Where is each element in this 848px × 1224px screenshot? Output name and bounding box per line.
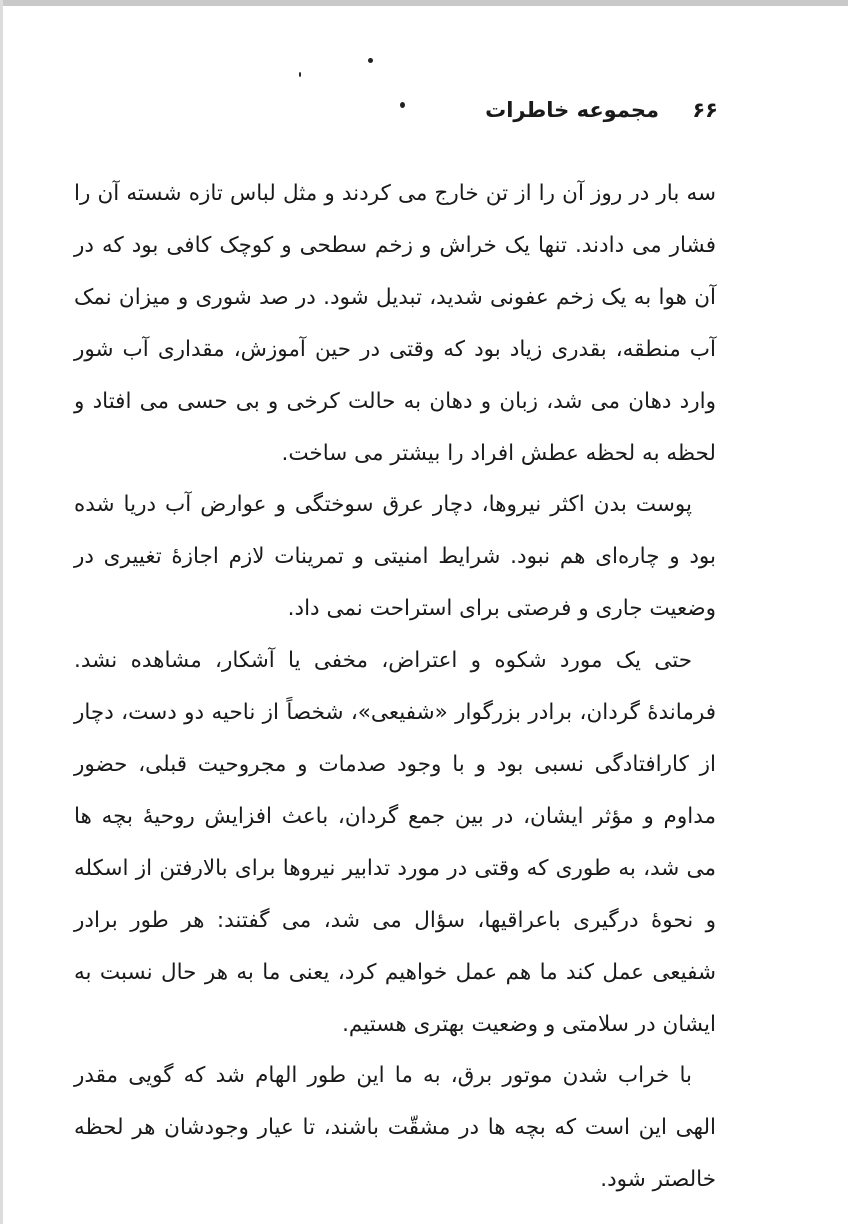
scan-border-left	[0, 0, 3, 1224]
running-title: مجموعه خاطرات	[485, 98, 660, 122]
scan-speck	[400, 102, 405, 108]
scan-speck	[368, 58, 373, 63]
paragraph: حتی یک مورد شکوه و اعتراض، مخفی یا آشکار، مشاهده نشد. فرماندهٔ گردان، برادر بزرگوار «شفیعی»، شخصاً از ناحیه دو دست، دچار از کارافتادگی نسبی بود و با وجود صدمات و مجروحیت قبلی، حضور مداوم و مؤثر ایشان، در بین جمع گردان، باعث افزایش روحیهٔ بچه ها می شد، به طوری که وقتی در مورد تدابیر نیروها برای بالارفتن از اسکله و نحوهٔ درگیری باعراقیها، سؤال می شد، می گفتند: هر طور برادر شفیعی عمل کند ما هم عمل خواهیم کرد، یعنی ما به هر حال نسبت به ایشان در سلامتی و وضعیت بهتری هستیم.	[74, 648, 716, 1037]
paragraph: سه بار در روز آن را از تن خارج می کردند و مثل لباس تازه شسته آن را فشار می دادند. تنها یک خراش و زخم سطحی و کوچک کافی بود که در آن هوا به یک زخم عفونی شدید، تبدیل شود. در صد شوری و میزان نمک آب منطقه، بقدری زیاد بود که وقتی در حین آموزش، مقداری آب شور وارد دهان می شد، زبان و دهان به حالت کرخی و بی حسی می افتاد و لحظه به لحظه عطش افراد را بیشتر می ساخت.	[74, 181, 716, 466]
scan-border-top	[0, 0, 848, 6]
paragraph: پوست بدن اکثر نیروها، دچار عرق سوختگی و عوارض آب دریا شده بود و چاره‌ای هم نبود. شرایط امنیتی و تمرینات لازم اجازهٔ تغییری در وضعیت جاری و فرصتی برای استراحت نمی داد.	[74, 492, 716, 622]
page-header	[485, 98, 718, 122]
scan-speck	[299, 72, 301, 77]
page-number: ۶۶	[692, 98, 718, 122]
body-text	[74, 168, 716, 1206]
paragraph: با خراب شدن موتور برق، به ما این طور الهام شد که گویی مقدر الهی این است که بچه ها در مشقّت باشند، تا عیار وجودشان هر لحظه خالصتر شود.	[74, 1063, 716, 1193]
